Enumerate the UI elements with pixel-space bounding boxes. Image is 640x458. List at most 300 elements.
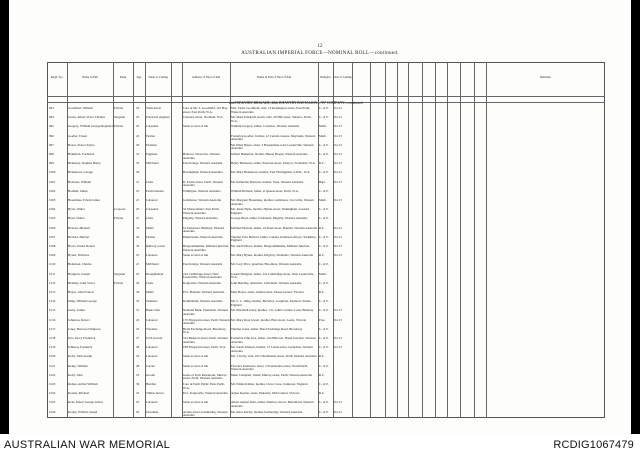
cell-trade: Farmer — [146, 134, 156, 138]
cell-religion: Pres. — [319, 318, 326, 322]
cell-kin-name: George Heed, father, Fremantle, Pingelly, Western Australia — [231, 217, 308, 221]
cell-regtl-no: 1021 — [49, 364, 56, 368]
cell-date-joining — [334, 291, 352, 298]
cell-age: 23 — [136, 107, 140, 110]
cell-kin-address: Care of Mr. T. Goodfield, 191 Hay-street, East Perth, W.A. — [183, 107, 229, 114]
cell-kin-address: D. Erwin-street, Perth, Western Australia — [183, 180, 223, 188]
cell-kin-name: Mr. Ethel Hayes, sister, 3 Bassendean-road, Leederville, Western Australia — [231, 143, 314, 151]
cell-rank — [114, 245, 133, 252]
cell-date-joining: 8.2.15 — [334, 337, 342, 340]
cell-date-joining: 9.2.15 — [334, 107, 342, 110]
cell-name-full: Herfold, Herbert — [68, 235, 90, 239]
cell-name-full: Hynes, Nicholas — [68, 254, 90, 258]
cell-name-full: Hyde, Walter — [68, 208, 85, 212]
cell-age: 25 — [136, 189, 140, 193]
cell-religion: Meth. — [319, 272, 327, 276]
footer-institution: AUSTRALIAN WAR MEMORIAL — [4, 439, 171, 451]
cell-religion: C. of E. — [319, 337, 329, 340]
cell-kin-name: William Gregory, father, Cottesloe, Western Australia — [231, 125, 300, 129]
cell-regtl-no: 1005 — [49, 217, 56, 221]
cell-trade: Labourer — [146, 254, 158, 258]
cell-regtl-no: 1001 — [49, 180, 56, 184]
cell-regtl-no: 1007 — [49, 235, 56, 239]
cell-religion: C. of E. — [319, 383, 329, 386]
cell-kin-name: Frederick John Ives, father, 104 Hillcrest, Hazel Junction, Western Australia — [231, 337, 316, 344]
cell-date-joining: 8.2.15 — [334, 318, 342, 322]
cell-trade: Carrier — [146, 364, 156, 368]
cell-name-full: Illing, William George — [68, 300, 97, 304]
cell-religion: Meth. — [319, 125, 327, 129]
cell-trade: Electrical engineer — [146, 116, 170, 120]
cell-date-joining: 8.2.15 — [334, 153, 342, 156]
cell-regtl-no: 1015 — [49, 309, 56, 313]
cell-rank — [114, 319, 133, 326]
cell-date-joining: 9.2.15 — [334, 235, 342, 239]
column-rule — [397, 62, 398, 418]
cell-name-full: Goeller, Ernest — [68, 134, 88, 138]
cell-date-joining: 8.2.15 — [334, 245, 342, 248]
cell-kin-address: Gallabaree, Western Australia — [183, 199, 222, 202]
cell-religion: R.C. — [319, 392, 325, 396]
cell-age: 35 — [136, 300, 140, 304]
cell-name-full: Johnson, Frederick — [68, 346, 93, 350]
cell-date-joining: 8.2.15 — [334, 226, 342, 230]
cell-trade: Labourer — [146, 401, 158, 405]
cell-kin-address: Kelmbinnin, Western Australia — [183, 300, 223, 304]
cell-age: 23 — [136, 373, 140, 377]
cell-date-joining: 8.2.15 — [334, 125, 342, 129]
column-header: Remarks — [540, 75, 551, 79]
cell-date-joining: 8.2.15 — [334, 254, 342, 258]
cell-rank — [114, 365, 133, 372]
cell-trade: Fireman — [146, 143, 157, 147]
cell-kin-address: Hotel Exchange Road, Broadway, W.A. — [183, 327, 227, 335]
cell-kin-name: Mr. J. Kelly, wife, 102 Cheriditanst-street, Perth, Western Australia — [231, 355, 317, 359]
cell-age: 28 — [136, 346, 140, 350]
cell-regtl-no: 1002 — [49, 189, 56, 193]
page-number: 12 — [317, 44, 323, 49]
cell-kin-address: P.O., Kalgoorlie, Western Australia — [183, 392, 228, 396]
cell-trade: Clerk — [146, 281, 154, 285]
cell-age: 25 — [136, 272, 140, 276]
cell-regtl-no: 1022 — [49, 373, 56, 377]
cell-date-joining: 9.2.15 — [334, 134, 342, 138]
cell-kin-name: Mr. Mary Henderson, mother, East Harringham, S.W.R., W.A. — [231, 171, 311, 175]
cell-regtl-no: 1025 — [49, 401, 56, 405]
cell-age: 26 — [136, 281, 140, 285]
cell-age: 23 — [136, 355, 140, 359]
cell-religion: C. of E. — [319, 235, 329, 239]
cell-name-full: Hamsiton, Frederick — [68, 153, 95, 156]
cell-rank: Sergeant — [114, 272, 126, 276]
cell-religion: R.C. — [319, 162, 325, 166]
cell-age: 28 — [136, 364, 140, 368]
cell-regtl-no: 1010 — [49, 263, 56, 267]
cell-age: 25 — [136, 208, 140, 212]
cell-name-full: Ives, Percy Frederick — [68, 337, 96, 340]
cell-regtl-no: 1024 — [49, 392, 56, 396]
footer-record-id: RCDIG1067479 — [553, 439, 634, 451]
cell-trade: Civil servant — [146, 337, 163, 340]
cell-trade: Engineer — [146, 153, 158, 156]
column-header: Age — [136, 75, 142, 79]
cell-religion: R.C. — [319, 291, 325, 294]
cell-kin-name: Frederick Goeller, brother, 12 Central-avenue, Maylands, Western Australia — [231, 134, 316, 142]
column-header: Religion — [320, 75, 331, 79]
cell-name-full: Johnston, Robert — [68, 318, 90, 322]
cell-date-joining — [334, 190, 352, 197]
cell-kin-address — [183, 135, 230, 142]
cell-kin-address: 32 Monecumner, East Perth, Western Australia — [183, 208, 220, 215]
cell-regtl-no: 999 — [49, 162, 54, 166]
cell-age: 29 — [136, 143, 140, 147]
column-header: Trade or Calling — [148, 75, 168, 79]
cell-date-joining: 8.2.15 — [334, 162, 342, 166]
cell-kin-address: Pingelly, Western Australia — [183, 217, 218, 221]
cell-age: 31 — [136, 309, 140, 313]
cell-religion: C. of E. — [319, 245, 329, 248]
cell-regtl-no: 1020 — [49, 355, 56, 359]
cell-age: 35 — [136, 162, 140, 166]
cell-regtl-no: 1000 — [49, 171, 56, 175]
cell-rank: Private — [114, 107, 124, 110]
cell-age: 25 — [136, 254, 140, 258]
cell-trade: Teamster — [146, 300, 158, 304]
cell-kin-name: Mr. Sarah Howe, mother, Burgoomhuisme, Midland Junction — [231, 245, 310, 248]
cell-regtl-no: 995 — [49, 125, 54, 129]
cell-kin-name: Mr. Katherine Hobsons, mother, York, Western Australia — [231, 180, 304, 184]
cell-name-full: Hennison, Charles — [68, 263, 92, 267]
cell-regtl-no: 1017 — [49, 327, 56, 331]
cell-kin-name: Mr. Alice Kerley, mother, Kelmering, Western Australia — [231, 410, 303, 414]
cell-name-full: Kent, Ernest George Albert — [68, 401, 103, 405]
cell-trade: Storeman — [146, 410, 159, 414]
cell-religion: C. of E. — [319, 346, 329, 350]
cell-date-joining: 8.2.15 — [334, 199, 342, 202]
cell-kin-name: Mr. Mary Hynes, mother, Kilglroy, Wollondo, Western Australia — [231, 254, 314, 258]
cell-religion: R.C. — [319, 355, 325, 359]
cell-name-full: Green, Albert Victor Thomas — [68, 116, 106, 120]
cell-kin-address: 188 Fitzgerald-street, Perth, W.A. — [183, 346, 226, 350]
cell-kin-address: Hanover, Wooroloo, Western Australia — [183, 153, 220, 160]
cell-religion: C. of E. — [319, 364, 329, 368]
cell-date-joining: 8.2.15 — [334, 171, 342, 175]
cell-regtl-no: 1008 — [49, 245, 56, 248]
cell-name-full: Kelly, John — [68, 373, 83, 377]
cell-name-full: Hodgson, Joseph — [68, 272, 90, 276]
cell-kin-name: Mark Campbell, friend, Murray-street, Perth, Western Australia — [231, 373, 312, 377]
cell-regtl-no: 994 — [49, 116, 54, 120]
cell-rank — [114, 190, 133, 197]
cell-name-full: Kemp, William — [68, 364, 88, 368]
cell-kin-name: Gilbert Hamsiton, brother, Hussel Hogan, Western Australia — [231, 153, 308, 156]
cell-kin-address: National Bank, Fremantle, Western Australia — [183, 309, 228, 316]
cell-age: 20 — [136, 410, 140, 414]
cell-kin-address: Araluu-street, Kenmaring, Western Australia — [183, 410, 228, 418]
cell-kin-address: Same as next of kin — [183, 254, 209, 258]
cell-kin-address: Guise of York Restaurant, Murray-street, Perth, Western Australia — [183, 373, 228, 381]
cell-date-joining: 9.2.15 — [334, 309, 342, 313]
cell-rank — [114, 254, 133, 261]
cell-name-full: Jones, Harwood Simpson — [68, 327, 101, 331]
cell-rank: Private — [114, 281, 124, 285]
cell-kin-name: Miss Hayes, sister, Gilbed-street, Mosse Gerard, Victoria — [231, 291, 304, 294]
cell-date-joining: 8.2.15 — [334, 180, 342, 184]
cell-trade: Labourer — [146, 355, 158, 359]
cell-regtl-no: 998 — [49, 153, 54, 156]
cell-name-full: Hosenlake, Edwin James — [68, 199, 100, 202]
cell-trade: Labourer — [146, 318, 158, 322]
cell-kin-address: Same as next of kin — [183, 364, 209, 368]
cell-regtl-no: 1019 — [49, 346, 56, 350]
cell-religion: C. of E. — [319, 263, 329, 267]
cell-name-full: Kelly, John Joseph — [68, 355, 92, 359]
cell-religion: C. of E. — [319, 401, 329, 405]
cell-rank — [114, 355, 133, 362]
header-rule — [47, 96, 605, 97]
column-rule — [133, 62, 134, 418]
cell-age: 22 — [136, 134, 140, 138]
cell-name-full: Heuvan, Michael — [68, 226, 90, 230]
cell-trade: Farmer — [146, 235, 156, 239]
cell-religion: C. of E. — [319, 309, 329, 313]
cell-kin-name: Mr. C. C. Illing, mother, Beverley, Loughton, Kennord, Sturke, England — [231, 300, 312, 307]
cell-kin-name: Thomas Jones, father, Hotel Exchange Road, Broadway — [231, 327, 303, 331]
cell-date-joining: 8.2.15 — [334, 401, 342, 405]
cell-trade: Miner — [146, 291, 154, 294]
cell-rank — [114, 236, 133, 243]
cell-trade: Labourer — [146, 199, 158, 202]
cell-date-joining — [334, 365, 352, 372]
cell-kin-address: Willingale, Western Australia — [183, 189, 221, 193]
cell-kin-name: Mrs. Violet Goodfield, wife, 16 Kensington-street, East Perth, Western Australia — [231, 107, 311, 114]
cell-trade: Draughtsman — [146, 272, 164, 276]
cell-kin-address: Same as next of kin — [183, 401, 209, 405]
cell-kin-name: William Holland, father, at Queen-street, Perth, W.A. — [231, 189, 299, 193]
cell-name-full: Gregory, William George Reginald — [68, 125, 113, 129]
cell-date-joining — [334, 383, 352, 390]
cell-kin-name: Agnes Keelan, sister, Pantasiry, Mid-Canton, Victoria — [231, 392, 300, 396]
cell-trade: Mill hand — [146, 162, 159, 166]
cell-age: 21 — [136, 199, 140, 202]
cell-kin-address: East Kringa, Western Australia — [183, 263, 223, 267]
cell-age: 21 — [136, 180, 140, 184]
column-rule — [486, 62, 487, 418]
cell-name-full: Hobsons, William — [68, 180, 92, 184]
cell-kin-name: Mr. Margaret Hosenlake, mother, Gallabaree, via Collie, Western Australia — [231, 199, 315, 206]
cell-date-joining — [334, 282, 352, 289]
cell-kin-address: 170 Fitzgerald-street, Perth, Western Australia — [183, 318, 230, 326]
cell-kin-name: Mr. Lucy Price, guardian, Bloodless, Western Australia — [231, 263, 302, 267]
cell-kin-address: 314 Beaufort-street, Perth, Western Australia — [183, 337, 228, 344]
cell-date-joining: 8.2.15 — [334, 410, 342, 414]
cell-rank — [114, 346, 133, 353]
cell-name-full: Hennessy, Stephen Henry — [68, 162, 101, 166]
cell-regtl-no: 1006 — [49, 226, 56, 230]
column-rule — [171, 62, 172, 418]
cell-rank — [114, 411, 133, 418]
cell-religion: C. of E. — [319, 300, 329, 304]
cell-trade: Tram driver — [146, 107, 162, 110]
unit-heading: 2nd INFANTRY BRIGADE, 28th INFANTRY BATTALION—"B" COMPANY—continued. — [229, 101, 364, 105]
cell-regtl-no: 1016 — [49, 318, 56, 322]
column-header: Rank — [119, 75, 127, 79]
cell-kin-address: 16 Parkstreet, Bunbury, Western Australia — [183, 226, 225, 234]
cell-age: 29 — [136, 171, 140, 175]
cell-trade: Bank clerk — [146, 309, 160, 313]
cell-rank — [114, 328, 133, 335]
cell-date-joining — [334, 300, 352, 307]
cell-trade: Labourer — [146, 346, 158, 350]
page-title: AUSTRALIAN IMPERIAL FORCE—NOMINAL ROLL—continued. — [241, 51, 399, 56]
cell-rank — [114, 291, 133, 298]
cell-kin-name: Florence Kenbeaes, sister, 2 Paraderama-street, North Perth, Western Australia — [231, 364, 308, 372]
cell-kin-name: Mr. Elizabeth Jeeby, mother, 1 St. John's avenue, Luck, Bunbury — [231, 309, 314, 313]
cell-trade: Mill hand — [146, 263, 159, 267]
cell-kin-name: Joseph Hodgson, father, 216 Cambridge-street, West Leederville, W.A. — [231, 272, 315, 280]
cell-regtl-no: 1023 — [49, 383, 56, 386]
cell-religion: C. of E. — [319, 143, 329, 147]
cell-kin-name: John Hendley, Albertiscl, Chevinant, Western Australia — [231, 281, 302, 285]
cell-trade: Timber hewer — [146, 392, 164, 396]
cell-rank: Private — [114, 217, 124, 221]
cell-regtl-no: 993 — [49, 107, 54, 110]
cell-age: 34 — [136, 291, 140, 294]
cell-rank — [114, 392, 133, 399]
cell-kin-address — [183, 144, 230, 151]
cell-regtl-no: 1013 — [49, 291, 56, 294]
cell-age: 22 — [136, 392, 140, 396]
column-rule — [460, 62, 461, 418]
cell-religion: C. of E. — [319, 153, 329, 156]
cell-kin-address: Same as next of kin — [183, 355, 209, 359]
cell-religion: C. of E. — [319, 189, 329, 193]
cell-kin-name: Mr. Jessie Hyde, mother, Hynde-street, Wokingham, Gosford, England — [231, 208, 310, 215]
cell-rank — [114, 144, 133, 151]
cell-date-joining: 9.2.15 — [334, 346, 342, 350]
cell-religion: Meth. — [319, 199, 327, 202]
cell-religion: C. of E. — [319, 208, 329, 212]
cell-religion: C. of E. — [319, 171, 329, 175]
cell-date-joining — [334, 208, 352, 215]
column-header: Date of Joining — [333, 75, 352, 79]
cell-regtl-no: 1014 — [49, 300, 56, 304]
cell-religion: R.C. — [319, 226, 325, 230]
cell-age: 22 — [136, 327, 140, 331]
cell-rank — [114, 300, 133, 307]
cell-religion: Bapt. — [319, 180, 326, 184]
cell-kin-name: Michael Heuvan, father, 16 Pearl-street, Boulder, Western Australia — [231, 226, 318, 230]
cell-name-full: Holland, James — [68, 189, 88, 193]
cell-rank — [114, 374, 133, 381]
column-rule — [385, 62, 386, 418]
cell-rank — [114, 227, 133, 234]
cell-kin-address: Burgoomhuisme, Midland Junction, Western Australia — [183, 245, 229, 252]
cell-rank — [114, 181, 133, 188]
cell-rank — [114, 171, 133, 178]
cell-date-joining — [334, 355, 352, 362]
column-header: Name in Full of Next of Kin — [256, 75, 292, 79]
cell-trade — [146, 171, 171, 178]
cell-rank — [114, 401, 133, 408]
cell-kin-address: Kalgoorlie, Western Australia — [183, 281, 221, 285]
cell-age: 27 — [136, 337, 140, 340]
cell-date-joining: 8.2.15 — [334, 116, 342, 120]
cell-name-full: Goodfield, William — [68, 107, 93, 110]
cell-kin-address: Clarence-street, Northam, W.A. — [183, 116, 224, 120]
cell-trade: Groom — [146, 373, 156, 377]
column-rule — [408, 62, 409, 418]
cell-rank: Corporal — [114, 208, 126, 212]
cell-rank: Sergeant — [114, 116, 126, 120]
cell-kin-name: Mr. Mary Ross Jewett, mother, Hurt-street, Leeds, Victoria — [231, 318, 307, 322]
column-rule — [447, 62, 448, 418]
cell-rank: Private — [114, 125, 124, 129]
cell-trade: Carpenter — [146, 208, 159, 212]
cell-rank — [114, 135, 133, 142]
column-rule — [474, 62, 475, 418]
cell-name-full: Henderson, George — [68, 171, 93, 175]
cell-date-joining — [334, 392, 352, 399]
cell-religion: C. of E. — [319, 107, 329, 110]
cell-name-full: Kerley, Wilfred Joseph — [68, 410, 98, 414]
cell-date-joining — [334, 217, 352, 224]
column-rule — [435, 62, 436, 418]
cell-name-full: Heed, Walter — [68, 217, 85, 221]
cell-rank — [114, 383, 133, 390]
cell-trade: Carpenter — [146, 125, 159, 129]
cell-rank — [114, 309, 133, 316]
cell-age: 33 — [136, 226, 140, 230]
cell-kin-name: Albert Ananat Kent, father, Wanbro-carrow, Bettolfrom, Western Australia — [231, 401, 314, 408]
cell-kin-name: Mr. Sarah Johnson, mother, 12 Lands-street, Geraldton, Western Australia — [231, 346, 313, 353]
cell-kin-address: Care of Perth Public Park, Perth, W.A. — [183, 383, 225, 390]
column-header: Name in Full — [82, 75, 98, 79]
cell-trade: Farm labourer — [146, 189, 165, 193]
cell-age: 21 — [136, 263, 140, 267]
cell-kin-name: Mr. Emma Kidner, mother, Cleve Close, Somerset, England — [231, 383, 308, 386]
cell-date-joining: 9.2.15 — [334, 143, 342, 147]
cell-regtl-no: 1026 — [49, 410, 56, 414]
cell-date-joining — [334, 328, 352, 335]
cell-rank — [114, 199, 133, 206]
cell-kin-address: P.O., Boulder, Western Australia — [183, 291, 225, 294]
cell-kin-address: Kikerbsoine, Western Australia — [183, 235, 223, 239]
cell-religion: C. of E. — [319, 116, 329, 120]
cell-name-full: Kidner, Arthur William — [68, 383, 98, 386]
cell-kin-name: Thomas Poss Herfold, father, Canada, Kelebeon Alloys, Yorkshire, England — [231, 235, 317, 243]
cell-age: 21 — [136, 217, 140, 221]
cell-age: 35 — [136, 153, 140, 156]
cell-kin-name: Mr. Mark Elizabeth Green, wife, 28 Hill-street, Subiaco, Perth, W.A. — [231, 116, 312, 123]
cell-age: 36 — [136, 383, 140, 386]
cell-kin-address: Harringham, Western Australia — [183, 171, 223, 175]
cell-regtl-no: 1018 — [49, 337, 56, 340]
cell-religion: C. of E. — [319, 327, 329, 331]
cell-regtl-no: 1011 — [49, 272, 56, 276]
cell-name-full: Jeeby, Arthur — [68, 309, 85, 313]
cell-religion: C. of E. — [319, 281, 329, 285]
column-header: Regtl. No. — [50, 75, 64, 79]
cell-trade: Butcher — [146, 383, 157, 386]
cell-age: 20 — [136, 235, 140, 239]
cell-rank — [114, 263, 133, 270]
cell-trade: Traveller — [146, 327, 158, 331]
column-header: Address of Next of Kin — [191, 75, 221, 79]
cell-regtl-no: 996 — [49, 134, 54, 138]
cell-religion: R.C. — [319, 254, 325, 258]
cell-trade: Miner — [146, 226, 154, 230]
